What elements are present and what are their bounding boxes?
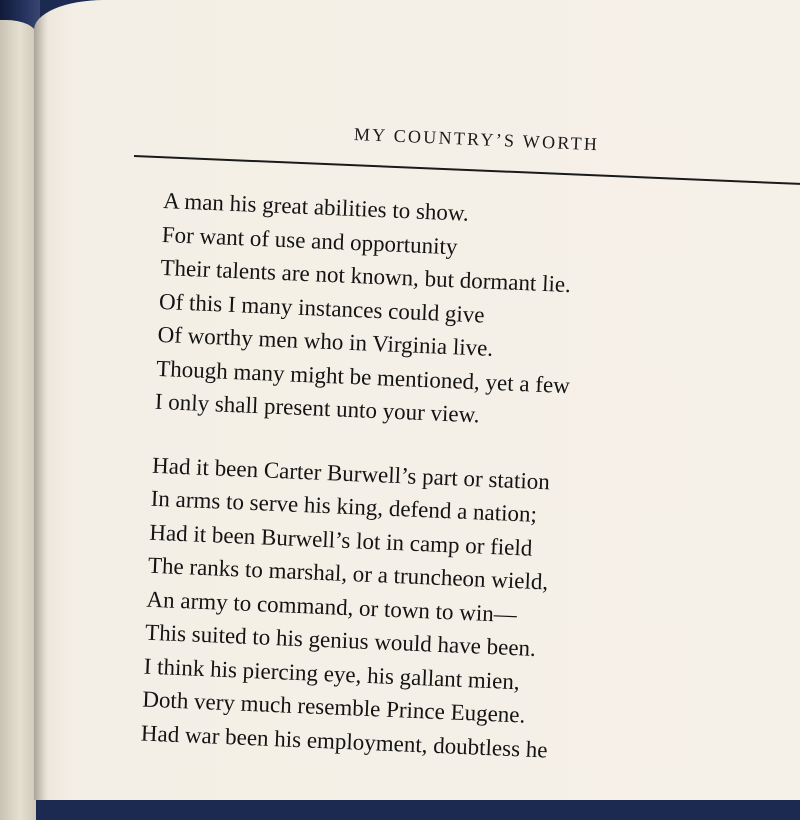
poem-line: Had it been Burwell’s lot in camp or field	[148, 519, 533, 561]
poem-line: Of this I many instances could give	[158, 288, 486, 328]
poem-line: Had it been Carter Burwell’s part or station	[151, 452, 551, 494]
stanza-1	[154, 184, 577, 436]
header-rule	[134, 155, 800, 187]
poem-line: This suited to his genius would have been.	[144, 619, 537, 661]
running-head: MY COUNTRY’S WORTH	[353, 124, 600, 155]
poem-line: Had war been his employment, doubtless he	[140, 720, 549, 763]
poem-line: Though many might be mentioned, yet a few	[155, 355, 571, 398]
poem-line: The ranks to marshal, or a truncheon wield,	[147, 552, 549, 595]
poem-line: In arms to serve his king, defend a nation;	[150, 485, 538, 527]
poem-line: Of worthy men who in Virginia live.	[157, 321, 494, 361]
poem-line: A man his great abilities to show.	[162, 187, 470, 226]
previous-page-edge	[0, 20, 36, 820]
poem-line: An army to command, or town to win—	[146, 586, 518, 627]
poem-line: Doth very much resemble Prince Eugene.	[141, 686, 526, 728]
poem-body	[140, 184, 577, 767]
poem-line: I think his piercing eye, his gallant mien,	[143, 653, 521, 694]
poem-line: Their talents are not known, but dormant lie.	[159, 254, 572, 298]
book-page	[34, 0, 800, 800]
stanza-2	[140, 448, 566, 767]
gutter-shadow	[34, 0, 48, 800]
poem-line: I only shall present unto your view.	[154, 388, 481, 428]
poem-line: For want of use and opportunity	[161, 221, 458, 259]
